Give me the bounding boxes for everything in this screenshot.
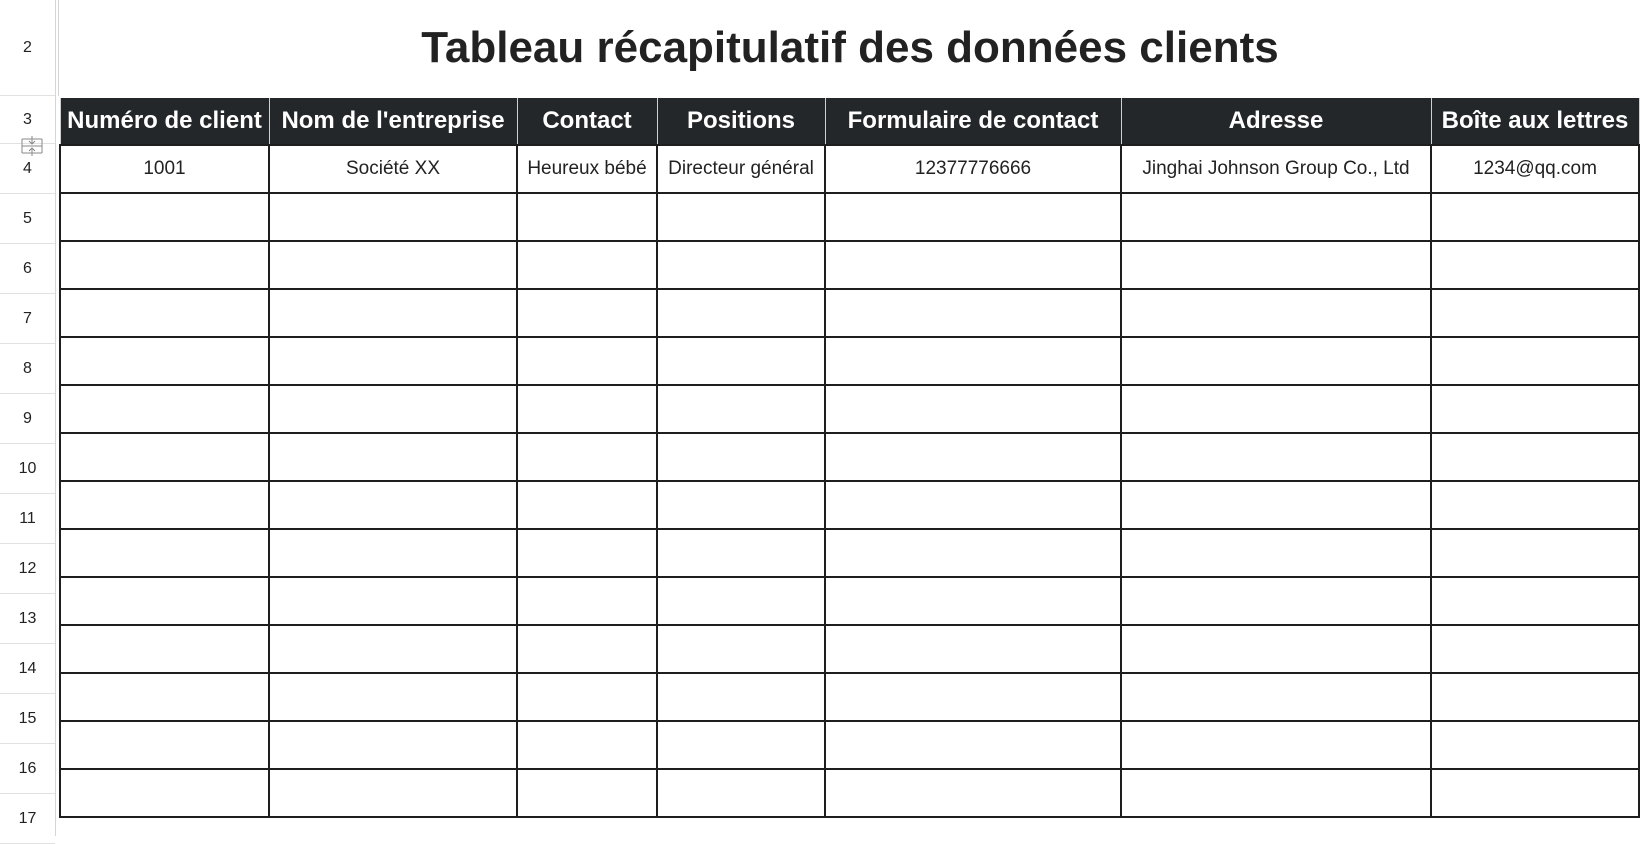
table-row xyxy=(60,625,1639,673)
table-row xyxy=(60,577,1639,625)
table-cell[interactable] xyxy=(1121,385,1431,433)
table-cell[interactable] xyxy=(517,481,657,529)
row-number[interactable]: 8 xyxy=(0,344,55,394)
table-row xyxy=(60,769,1639,817)
row-number[interactable]: 15 xyxy=(0,694,55,744)
table-cell[interactable] xyxy=(1431,289,1639,337)
table-cell[interactable]: 1234@qq.com xyxy=(1431,145,1639,193)
table-cell[interactable] xyxy=(825,481,1121,529)
table-cell[interactable] xyxy=(657,769,825,817)
table-cell[interactable] xyxy=(517,673,657,721)
table-row xyxy=(60,481,1639,529)
sheet-title[interactable]: Tableau récapitulatif des données clients xyxy=(421,23,1279,72)
table-cell[interactable] xyxy=(1121,193,1431,241)
row-number[interactable]: 17 xyxy=(0,794,55,844)
table-row xyxy=(60,433,1639,481)
row-number[interactable]: 10 xyxy=(0,444,55,494)
table-cell[interactable] xyxy=(60,721,269,769)
table-cell[interactable] xyxy=(60,673,269,721)
table-cell[interactable] xyxy=(269,529,517,577)
table-cell[interactable] xyxy=(1431,529,1639,577)
table-cell[interactable] xyxy=(60,625,269,673)
table-cell[interactable] xyxy=(517,289,657,337)
table-cell[interactable] xyxy=(60,481,269,529)
header-cell-contact-form[interactable]: Formulaire de contact xyxy=(825,97,1121,145)
table-cell[interactable] xyxy=(825,385,1121,433)
table-row xyxy=(60,337,1639,385)
row-number[interactable]: 6 xyxy=(0,244,55,294)
table-cell[interactable]: Société XX xyxy=(269,145,517,193)
row-number[interactable]: 11 xyxy=(0,494,55,544)
table-cell[interactable] xyxy=(269,385,517,433)
table-cell[interactable] xyxy=(60,337,269,385)
header-cell-client-number[interactable]: Numéro de client xyxy=(60,97,269,145)
table-cell[interactable] xyxy=(657,625,825,673)
row-resize-icon[interactable] xyxy=(20,135,44,157)
table-cell[interactable] xyxy=(1431,241,1639,289)
table-cell[interactable]: 12377776666 xyxy=(825,145,1121,193)
table-cell[interactable] xyxy=(825,529,1121,577)
table-cell[interactable] xyxy=(825,673,1121,721)
table-cell[interactable] xyxy=(269,241,517,289)
table-cell[interactable] xyxy=(825,721,1121,769)
table-cell[interactable] xyxy=(269,289,517,337)
table-cell[interactable] xyxy=(269,337,517,385)
table-cell[interactable] xyxy=(517,577,657,625)
table-row xyxy=(60,385,1639,433)
table-cell[interactable] xyxy=(1431,577,1639,625)
table-cell[interactable] xyxy=(60,289,269,337)
header-row xyxy=(60,97,1639,145)
row-number[interactable]: 7 xyxy=(0,294,55,344)
header-cell-address[interactable]: Adresse xyxy=(1121,97,1431,145)
table-cell[interactable] xyxy=(657,673,825,721)
table-cell[interactable]: 1001 xyxy=(60,145,269,193)
table-cell[interactable] xyxy=(1121,673,1431,721)
table-row xyxy=(60,145,1639,193)
row-number[interactable]: 14 xyxy=(0,644,55,694)
table-row xyxy=(60,529,1639,577)
table-cell[interactable] xyxy=(517,529,657,577)
table-cell[interactable] xyxy=(517,625,657,673)
table-cell[interactable] xyxy=(60,433,269,481)
table-cell[interactable] xyxy=(825,433,1121,481)
table-row xyxy=(60,193,1639,241)
table-cell[interactable] xyxy=(269,481,517,529)
table-cell[interactable] xyxy=(60,241,269,289)
table-cell[interactable] xyxy=(825,289,1121,337)
table-cell[interactable] xyxy=(657,385,825,433)
table-cell[interactable] xyxy=(1431,769,1639,817)
table-cell[interactable] xyxy=(657,577,825,625)
table-cell[interactable] xyxy=(657,481,825,529)
table-cell[interactable] xyxy=(517,385,657,433)
header-cell-positions[interactable]: Positions xyxy=(657,97,825,145)
row-number[interactable]: 13 xyxy=(0,594,55,644)
table-cell[interactable] xyxy=(269,625,517,673)
table-cell[interactable]: Directeur général xyxy=(657,145,825,193)
row-number[interactable]: 16 xyxy=(0,744,55,794)
table-cell[interactable] xyxy=(657,721,825,769)
table-cell[interactable] xyxy=(1121,577,1431,625)
table-cell[interactable] xyxy=(1121,625,1431,673)
table-cell[interactable] xyxy=(1121,433,1431,481)
table-cell[interactable] xyxy=(1431,433,1639,481)
table-cell[interactable] xyxy=(1431,337,1639,385)
row-number[interactable]: 2 xyxy=(0,0,55,96)
row-number[interactable]: 12 xyxy=(0,544,55,594)
table-cell[interactable] xyxy=(269,769,517,817)
table-cell[interactable] xyxy=(269,673,517,721)
table-cell[interactable] xyxy=(1431,721,1639,769)
table-cell[interactable] xyxy=(517,241,657,289)
table-row xyxy=(60,241,1639,289)
row-number[interactable]: 4 xyxy=(0,144,55,194)
table-cell[interactable] xyxy=(1121,529,1431,577)
table-cell[interactable] xyxy=(657,433,825,481)
table-cell[interactable]: Jinghai Johnson Group Co., Ltd xyxy=(1121,145,1431,193)
table-cell[interactable] xyxy=(269,193,517,241)
table-row xyxy=(60,673,1639,721)
table-cell[interactable] xyxy=(517,337,657,385)
row-number[interactable]: 3 xyxy=(0,96,55,144)
table-cell[interactable] xyxy=(1121,337,1431,385)
table-cell[interactable]: Heureux bébé xyxy=(517,145,657,193)
table-cell[interactable] xyxy=(657,529,825,577)
table-cell[interactable] xyxy=(825,625,1121,673)
table-cell[interactable] xyxy=(825,337,1121,385)
table-cell[interactable] xyxy=(1431,193,1639,241)
header-cell-contact[interactable]: Contact xyxy=(517,97,657,145)
table-cell[interactable] xyxy=(517,433,657,481)
table-cell[interactable] xyxy=(825,577,1121,625)
table-cell[interactable] xyxy=(657,337,825,385)
table-cell[interactable] xyxy=(1121,721,1431,769)
table-row xyxy=(60,721,1639,769)
table-cell[interactable] xyxy=(60,385,269,433)
table-cell[interactable] xyxy=(269,433,517,481)
table-cell[interactable] xyxy=(517,769,657,817)
table-cell[interactable] xyxy=(1121,289,1431,337)
row-header-gutter xyxy=(0,0,56,836)
table-cell[interactable] xyxy=(657,241,825,289)
table-row xyxy=(60,289,1639,337)
table-cell[interactable] xyxy=(60,577,269,625)
table-cell[interactable] xyxy=(657,289,825,337)
table-cell[interactable] xyxy=(1121,769,1431,817)
table-cell[interactable] xyxy=(269,721,517,769)
table-cell[interactable] xyxy=(269,577,517,625)
client-data-table xyxy=(59,96,1640,818)
table-cell[interactable] xyxy=(60,529,269,577)
header-cell-company-name[interactable]: Nom de l'entreprise xyxy=(269,97,517,145)
table-body xyxy=(60,145,1639,817)
table-cell[interactable] xyxy=(825,193,1121,241)
table-cell[interactable] xyxy=(517,721,657,769)
table-cell[interactable] xyxy=(1431,481,1639,529)
row-number[interactable]: 5 xyxy=(0,194,55,244)
table-cell[interactable] xyxy=(1121,481,1431,529)
table-cell[interactable] xyxy=(825,241,1121,289)
table-cell[interactable] xyxy=(1431,385,1639,433)
table-cell[interactable] xyxy=(517,193,657,241)
row-number[interactable]: 9 xyxy=(0,394,55,444)
table-cell[interactable] xyxy=(657,193,825,241)
gutter-divider xyxy=(58,0,59,96)
table-cell[interactable] xyxy=(825,769,1121,817)
table-cell[interactable] xyxy=(1431,625,1639,673)
table-cell[interactable] xyxy=(60,769,269,817)
table-cell[interactable] xyxy=(1431,673,1639,721)
table-cell[interactable] xyxy=(60,193,269,241)
header-cell-mailbox[interactable]: Boîte aux lettres xyxy=(1431,97,1639,145)
table-cell[interactable] xyxy=(1121,241,1431,289)
